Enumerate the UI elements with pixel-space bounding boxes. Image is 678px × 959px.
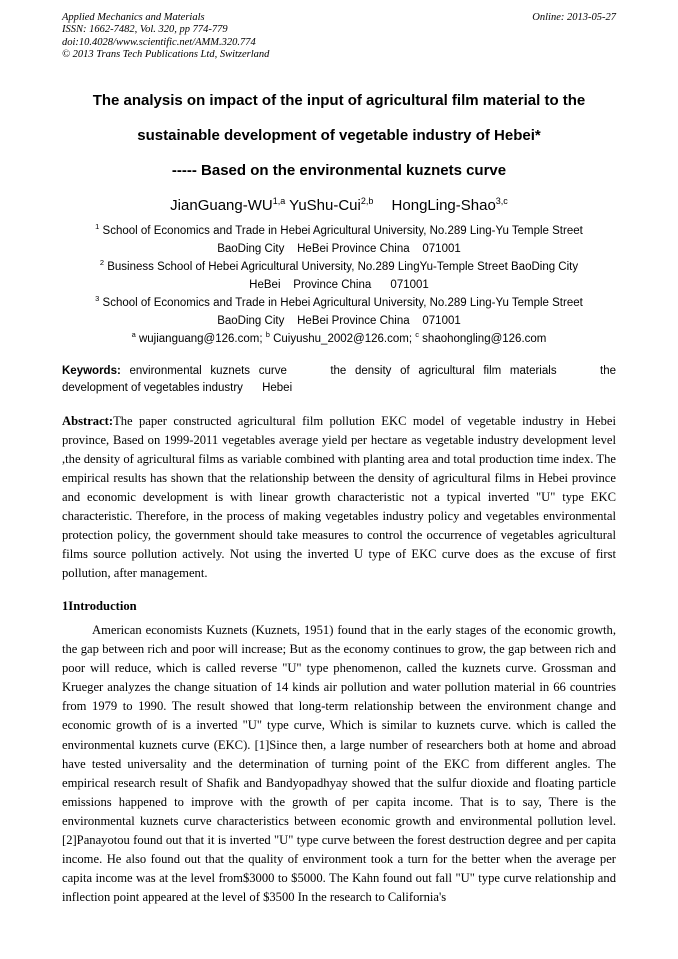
affiliation-1 [40, 222, 638, 258]
affiliation-text: BaoDing City HeBei Province China 071001 [217, 315, 461, 327]
paper-title-line-2: sustainable development of vegetable industry of Hebei* [137, 127, 541, 144]
email-link[interactable]: shaohongling@126.com [422, 333, 547, 345]
author-superscript: 2,b [360, 196, 374, 206]
paper-title-line-1: The analysis on impact of the input of agricultural film material to the [92, 92, 586, 109]
author-name: YuShu-Cui [289, 197, 361, 214]
journal-copyright: © 2013 Trans Tech Publications Ltd, Switzerland [62, 49, 270, 61]
author-superscript: 3,c [495, 196, 508, 206]
affiliation-text: Business School of Hebei Agricultural University, No.289 LingYu-Temple Street BaoDing City [107, 261, 579, 273]
author-emails [40, 330, 638, 348]
affiliation-text: BaoDing City HeBei Province China 071001 [217, 243, 461, 255]
email-marker: b [265, 330, 270, 339]
affiliation-text: School of Economics and Trade in Hebei Agricultural University, No.289 Ling-Yu Temple Street [102, 225, 583, 237]
affiliation-number: 3 [95, 294, 100, 303]
author-list [40, 196, 638, 216]
author-name: JianGuang-WU [170, 197, 273, 214]
author-name: HongLing-Shao [391, 197, 496, 214]
keywords-line-2: development of vegetables industry Hebei [62, 382, 293, 394]
journal-doi: doi:10.4028/www.scientific.net/AMM.320.774 [62, 36, 256, 48]
affiliation-number: 1 [95, 222, 100, 231]
online-date: Online: 2013-05-27 [532, 12, 616, 23]
author-superscript: 1,a [272, 196, 286, 206]
journal-name: Applied Mechanics and Materials [62, 12, 205, 23]
keywords-line-1 [62, 363, 616, 380]
email-link[interactable]: wujianguang@126.com; [138, 333, 263, 345]
keywords-label: Keywords: [62, 365, 121, 377]
journal-issn: ISSN: 1662-7482, Vol. 320, pp 774-779 [62, 24, 228, 36]
email-link[interactable]: Cuiyushu_2002@126.com; [273, 333, 413, 345]
abstract-text: The paper constructed agricultural film pollution EKC model of vegetable industry in Hebei province, Based on 1999-2011 vegetables average yield per hectare as vegetable industry development level ,the density of agricultural films as variable combined with planting area and total production time index. The empirical results has shown that the relationship between the density of agricultural films in Hebei province and economic development is with linear growth characteristic not a typical inverted "U" type EKC characteristic. Therefore, in the process of making vegetables industry policy and vegetables environmental protection policy, the government should take measures to control the occurrence of vegetables agricultural films source pollution actively. Not using the inverted U type of EKC curve does as the excuse of first pollution, after management. [62, 414, 616, 580]
keywords-text: environmental kuznets curve the density of agricultural film materials the [129, 365, 617, 377]
abstract [62, 412, 616, 583]
affiliation-2 [40, 258, 638, 294]
affiliation-text: School of Economics and Trade in Hebei Agricultural University, No.289 Ling-Yu Temple Street [102, 297, 583, 309]
affiliation-number: 2 [99, 258, 105, 267]
email-marker: a [131, 330, 136, 339]
section-heading: 1Introduction [62, 599, 137, 613]
affiliation-3 [40, 294, 638, 330]
affiliation-text: HeBei Province China 071001 [249, 279, 429, 291]
journal-header [62, 12, 616, 62]
paper-subtitle: ----- Based on the environmental kuznets curve [171, 162, 507, 179]
introduction-paragraph: American economists Kuznets (Kuznets, 1951) found that in the early stages of the economic growth, the gap between rich and poor will increase; But as the economy continues to grow, the gap between rich and poor will reduce, which is called reverse "U" type phenomenon, called the kuznets curve. Grossman and Krueger analyzes the change situation of 14 kinds air pollution and water pollution material in 66 countries from 1979 to 1990. The result showed that long-term relationship between the environment change and economic growth of is a inverted "U" type curve, Which is similar to kuznets curve. which is called the environmental kuznets curve (EKC). [1]Since then, a large number of researchers both at home and abroad have tested universality and the determination of turning point of the EKC from different angles. The empirical research result of Shafik and Bandyopadhyay showed that the sulfur dioxide and floating particle emissions happened to improve with the growth of per capita income. That is to say, There is the environmental kuznets curve characteristics between economic growth and environmental pollution level. [2]Panayotou found out that it is inverted "U" type curve between the forest destruction degree and per capita income. He also found out that the quality of environment took a turn for the better when the average per capita income was at the level from$3000 to $5000. The Kahn found out fall "U" type curve relationship and inflection point appeared at the level of $3500 In the research to California's [62, 623, 616, 905]
email-marker: c [415, 330, 419, 339]
abstract-label: Abstract: [62, 414, 114, 428]
